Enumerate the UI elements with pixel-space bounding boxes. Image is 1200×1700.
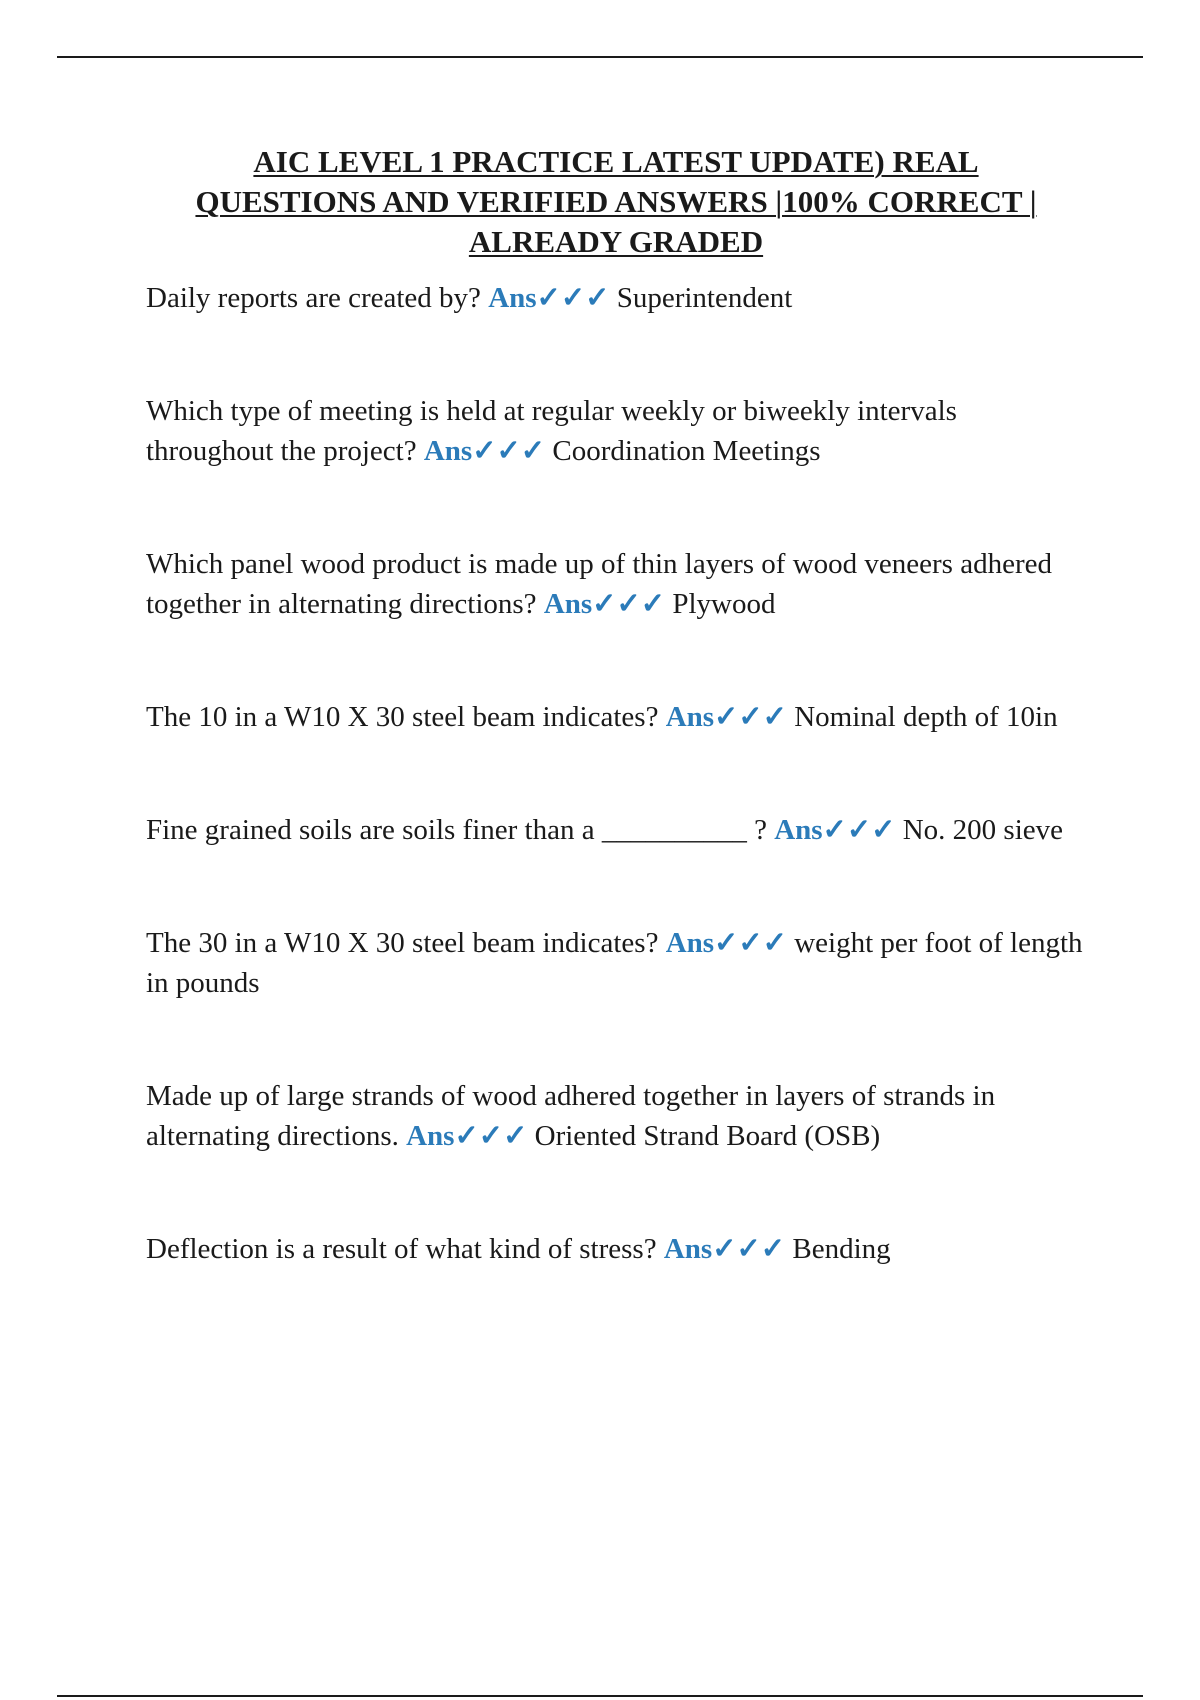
question-text: Which type of meeting is held at regular weekly or biweekly intervals throughout the project?	[146, 395, 957, 467]
title-line-2: QUESTIONS AND VERIFIED ANSWERS |100% CORRECT |	[195, 184, 1037, 219]
question-text: Fine grained soils are soils finer than a __________ ?	[146, 814, 767, 846]
footer-rule	[57, 1695, 1143, 1697]
qa-item	[146, 1229, 1086, 1269]
document-title	[146, 142, 1086, 262]
answer-marker: Ans✓✓✓	[488, 282, 610, 314]
qa-item	[146, 278, 1086, 318]
question-text: The 30 in a W10 X 30 steel beam indicates?	[146, 927, 659, 959]
question-text: Which panel wood product is made up of thin layers of wood veneers adhered together in alternating directions?	[146, 548, 1052, 620]
answer-text: Superintendent	[616, 282, 793, 314]
title-line-3: ALREADY GRADED	[468, 224, 764, 259]
question-text: Deflection is a result of what kind of stress?	[146, 1233, 657, 1265]
document-body	[146, 142, 1086, 1269]
qa-item	[146, 810, 1086, 850]
answer-marker: Ans✓✓✓	[774, 814, 896, 846]
answer-text: Coordination Meetings	[552, 435, 821, 467]
qa-item	[146, 697, 1086, 737]
answer-text: Nominal depth of 10in	[794, 701, 1058, 733]
qa-item	[146, 391, 1086, 471]
qa-item	[146, 923, 1086, 1003]
question-text: Daily reports are created by?	[146, 282, 481, 314]
header-rule	[57, 56, 1143, 58]
qa-item	[146, 1076, 1086, 1156]
answer-text: Bending	[792, 1233, 891, 1265]
answer-marker: Ans✓✓✓	[423, 435, 546, 467]
answer-marker: Ans✓✓✓	[665, 927, 787, 959]
answer-marker: Ans✓✓✓	[663, 1233, 786, 1265]
question-text: The 10 in a W10 X 30 steel beam indicates?	[146, 701, 659, 733]
answer-text: Plywood	[672, 588, 776, 620]
title-line-1: AIC LEVEL 1 PRACTICE LATEST UPDATE) REAL	[253, 144, 979, 179]
qa-item	[146, 544, 1086, 624]
answer-marker: Ans✓✓✓	[665, 701, 787, 733]
question-text: Made up of large strands of wood adhered together in layers of strands in alternating directions.	[146, 1080, 996, 1152]
answer-text: No. 200 sieve	[902, 814, 1063, 846]
answer-text: weight per foot of length in pounds	[146, 927, 1083, 999]
answer-marker: Ans✓✓✓	[543, 588, 666, 620]
answer-marker: Ans✓✓✓	[406, 1120, 528, 1152]
answer-text: Oriented Strand Board (OSB)	[534, 1120, 881, 1152]
